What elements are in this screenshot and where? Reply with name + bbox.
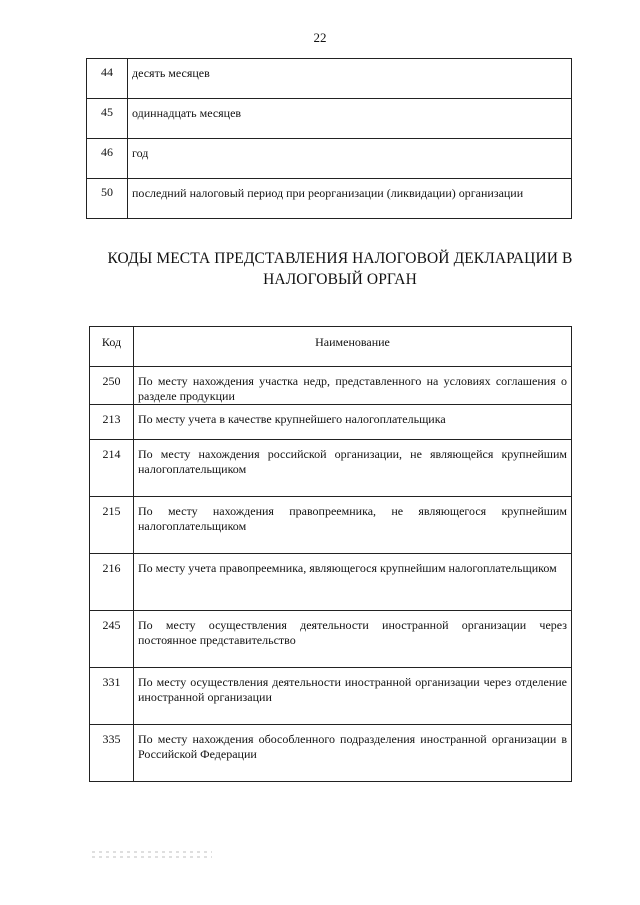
place-name-cell: По месту учета правопреемника, являющегося крупнейшим налогоплательщиком: [134, 554, 572, 611]
table-row: [90, 554, 572, 611]
place-code-cell: 245: [90, 611, 134, 668]
place-code-cell: 331: [90, 668, 134, 725]
table-row: [87, 99, 572, 139]
period-code-cell: 46: [87, 139, 128, 179]
name-column-header: Наименование: [134, 327, 572, 367]
places-table: [89, 326, 572, 782]
table-row: [90, 725, 572, 782]
place-code-cell: 215: [90, 497, 134, 554]
page-number: 22: [313, 30, 327, 45]
period-name-cell: одиннадцать месяцев: [128, 99, 572, 139]
place-code-cell: 213: [90, 405, 134, 440]
place-name-cell: По месту осуществления деятельности иностранной организации через отделение иностранной организации: [134, 668, 572, 725]
table-row: [87, 179, 572, 219]
place-name-cell: По месту нахождения российской организации, не являющейся крупнейшим налогоплательщиком: [134, 440, 572, 497]
table-row: [90, 668, 572, 725]
period-name-cell: десять месяцев: [128, 59, 572, 99]
place-code-cell: 216: [90, 554, 134, 611]
section-heading: КОДЫ МЕСТА ПРЕДСТАВЛЕНИЯ НАЛОГОВОЙ ДЕКЛАРАЦИИ В НАЛОГОВЫЙ ОРГАН: [107, 250, 573, 288]
table-row: [90, 611, 572, 668]
place-code-cell: 335: [90, 725, 134, 782]
code-column-header: Код: [90, 327, 134, 367]
period-code-cell: 45: [87, 99, 128, 139]
table-row: [90, 405, 572, 440]
place-name-cell: По месту нахождения участка недр, представленного на условиях соглашения о разделе продукции: [134, 367, 572, 405]
place-name-cell: По месту осуществления деятельности иностранной организации через постоянное представительство: [134, 611, 572, 668]
periods-table: [86, 58, 572, 219]
period-code-cell: 44: [87, 59, 128, 99]
table-row: [90, 497, 572, 554]
place-code-cell: 250: [90, 367, 134, 405]
table-header-row: [90, 327, 572, 367]
period-name-cell: год: [128, 139, 572, 179]
table-row: [87, 59, 572, 99]
table-row: [87, 139, 572, 179]
table-row: [90, 367, 572, 405]
place-code-cell: 214: [90, 440, 134, 497]
period-code-cell: 50: [87, 179, 128, 219]
scan-artifact: [92, 848, 212, 866]
place-name-cell: По месту учета в качестве крупнейшего налогоплательщика: [134, 405, 572, 440]
place-name-cell: По месту нахождения правопреемника, не являющегося крупнейшим налогоплательщиком: [134, 497, 572, 554]
place-name-cell: По месту нахождения обособленного подразделения иностранной организации в Российской Федерации: [134, 725, 572, 782]
table-row: [90, 440, 572, 497]
period-name-cell: последний налоговый период при реорганизации (ликвидации) организации: [128, 179, 572, 219]
